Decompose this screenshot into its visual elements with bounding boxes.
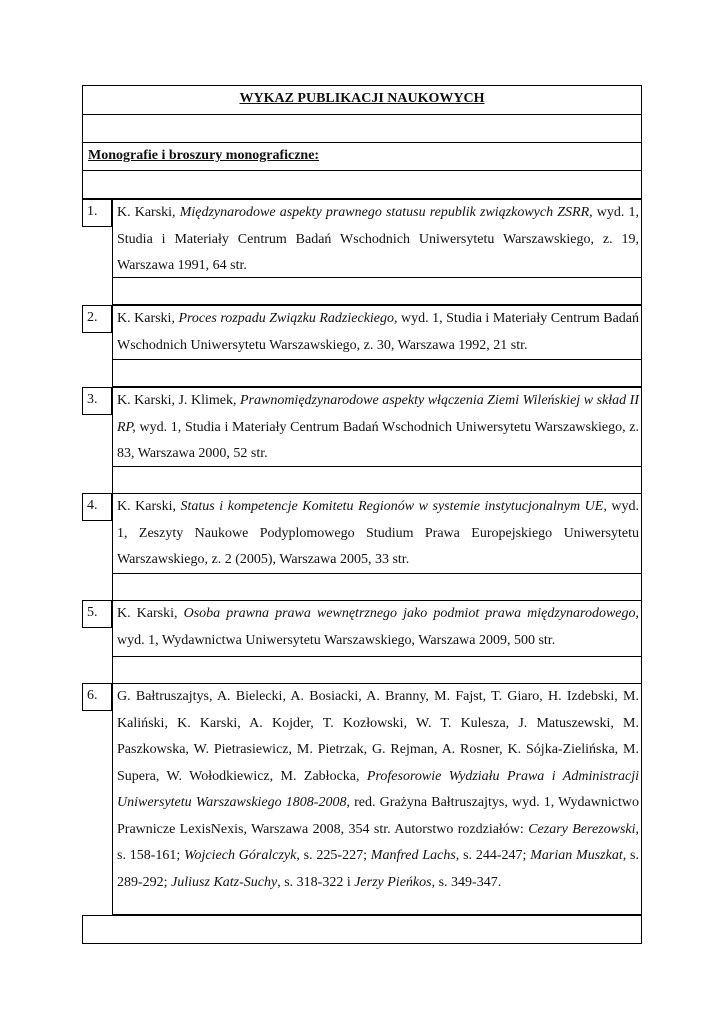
blank-row <box>112 573 642 601</box>
chapter-author: Wojciech Góralczyk <box>184 848 297 863</box>
chapter-author: Juliusz Katz-Suchy <box>171 874 278 890</box>
entry-number: 4. <box>82 493 112 521</box>
publication-entry <box>112 493 642 574</box>
entry-details: wyd. 1, Studia i Materiały Centrum Badań Wschodnich Uniwersytetu Warszawskiego, z. 83, Warszawa 2000, 52 str. <box>117 419 639 461</box>
entry-details: wyd. 1, Studia i Materiały Centrum Badań Wschodnich Uniwersytetu Warszawskiego, z. 19, Warszawa 1991, 64 str. <box>117 205 639 273</box>
chapter-author: Cezary Berezowski <box>528 821 636 837</box>
chapter-pages: , s. 318-322 i <box>277 874 355 890</box>
blank-row <box>112 656 642 684</box>
entry-number: 1. <box>82 199 112 227</box>
blank-row <box>112 466 642 494</box>
publication-entry <box>112 199 642 278</box>
section-heading: Monografie i broszury monograficzne: <box>82 142 642 171</box>
entry-title: Osoba prawna prawa wewnętrznego jako podmiot prawa międzynarodowego <box>183 606 636 621</box>
entry-details: , red. Grażyna Bałtruszajtys, wyd. 1, Wydawnictwo Prawnicze LexisNexis, Warszawa 2008, 354 str. Autorstwo rozdziałów: <box>117 795 639 837</box>
blank-row <box>82 114 642 143</box>
chapter-author: Jerzy Pieńkos <box>354 874 432 890</box>
entry-authors: K. Karski, <box>117 606 184 621</box>
entry-title: Międzynarodowe aspekty prawnego statusu republik związkowych ZSRR, <box>179 205 593 220</box>
publication-entry <box>112 305 642 360</box>
entry-details: wyd. 1, Studia i Materiały Centrum Badań Wschodnich Uniwersytetu Warszawskiego, z. 30, Warszawa 1992, 21 str. <box>117 311 640 353</box>
publication-entry <box>112 387 642 467</box>
blank-row <box>112 359 642 387</box>
chapter-pages: , s. 158-161; <box>117 821 639 863</box>
chapter-pages: , s. 289-292; <box>117 848 640 890</box>
entry-details: , wyd. 1, Wydawnictwa Uniwersytetu Warszawskiego, Warszawa 2009, 500 str. <box>117 606 639 648</box>
chapter-pages: , s. 349-347. <box>431 874 502 890</box>
entry-title: Prawnomiędzynarodowe aspekty włączenia Ziemi Wileńskiej w skład II RP, <box>117 393 639 435</box>
chapter-pages: , s. 225-227; <box>296 848 371 863</box>
entry-number: 2. <box>82 305 112 333</box>
chapter-author: Manfred Lachs <box>370 848 456 863</box>
blank-row <box>82 170 642 199</box>
entry-authors: K. Karski, <box>117 499 181 514</box>
page-title: WYKAZ PUBLIKACJI NAUKOWYCH <box>82 85 642 115</box>
publication-entry <box>112 683 642 915</box>
entry-number: 6. <box>82 683 112 711</box>
entry-title: Proces rozpadu Związku Radzieckiego, <box>178 311 398 326</box>
entry-details: wyd. 1, Zeszyty Naukowe Podyplomowego Studium Prawa Europejskiego Uniwersytetu Warszawskiego, z. 2 (2005), Warszawa 2005, 33 str. <box>117 499 639 567</box>
blank-row <box>82 915 642 944</box>
entry-number: 5. <box>82 600 112 628</box>
blank-row <box>112 277 642 305</box>
chapter-author: Marian Muszkat <box>530 848 623 863</box>
entry-number: 3. <box>82 387 112 415</box>
entry-title: Status i kompetencje Komitetu Regionów w systemie instytucjonalnym UE, <box>180 499 607 514</box>
entry-authors: K. Karski, <box>117 205 180 220</box>
entry-authors: G. Bałtruszajtys, A. Bielecki, A. Bosiacki, A. Branny, M. Fajst, T. Giaro, H. Izdebski, M. Kaliński, K. Karski, A. Kojder, T. Kozłowski, W. T. Kulesza, J. Matuszewski, M. Paszkowska, W. Pietrasiewicz, M. Pietrzak, G. Rejman, A. Rosner, K. Sójka-Zielińska, M. Supera, W. Wołodkiewicz, M. Zabłocka, <box>117 689 639 784</box>
publication-entry <box>112 600 642 657</box>
chapter-pages: , s. 244-247; <box>455 848 531 863</box>
entry-title: Profesorowie Wydziału Prawa i Administracji Uniwersytetu Warszawskiego 1808-2008 <box>117 768 639 810</box>
entry-authors: K. Karski, <box>117 311 179 326</box>
entry-authors: K. Karski, J. Klimek, <box>117 393 240 408</box>
